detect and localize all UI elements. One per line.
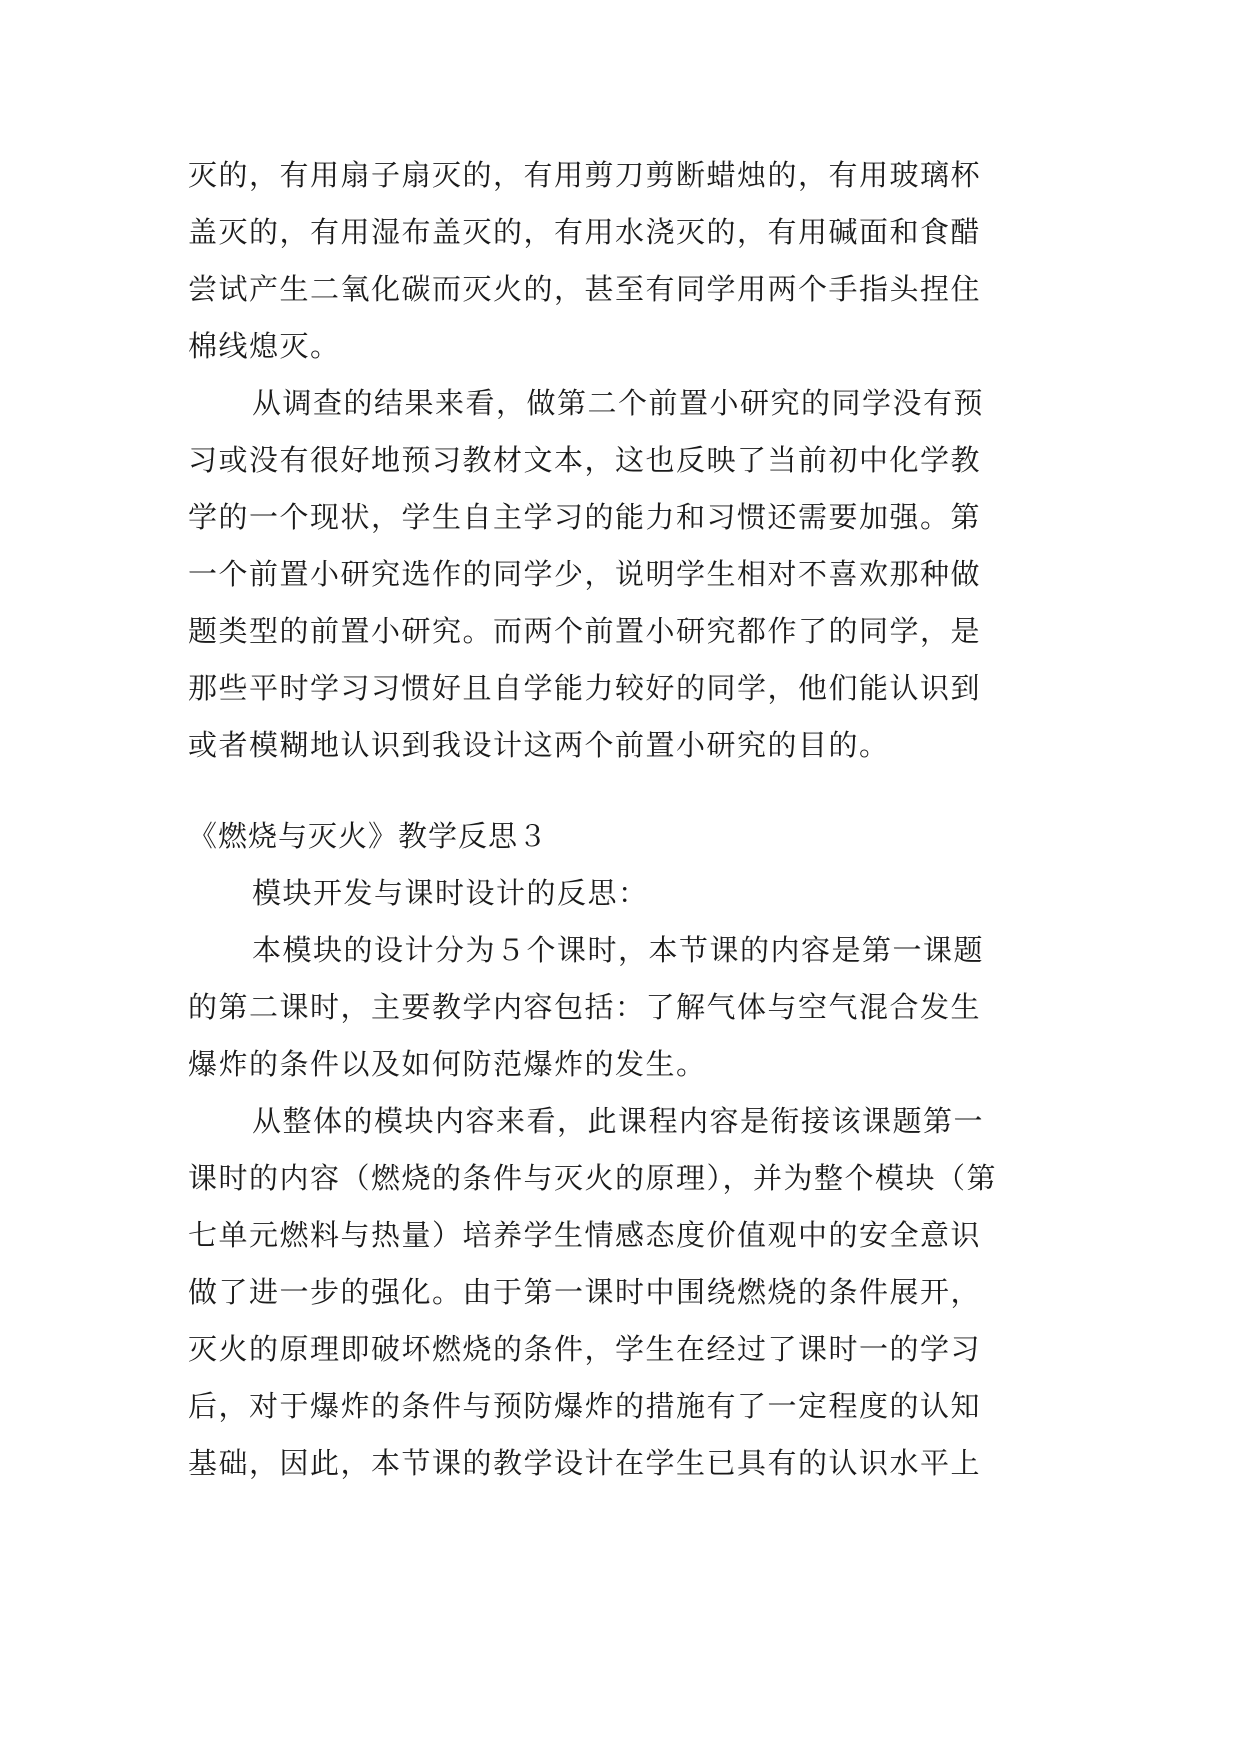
- text-line: 从整体的模块内容来看，此课程内容是衔接该课题第一: [252, 1104, 985, 1138]
- text-line: 一个前置小研究选作的同学少，说明学生相对不喜欢那种做: [188, 557, 982, 591]
- section-heading: 《燃烧与灭火》教学反思３: [188, 819, 549, 853]
- text-line: 后，对于爆炸的条件与预防爆炸的措施有了一定程度的认知: [188, 1389, 982, 1423]
- text-line: 尝试产生二氧化碳而灭火的，甚至有同学用两个手指头捏住: [188, 272, 982, 306]
- text-line: 棉线熄灭。: [188, 329, 341, 363]
- text-line: 本模块的设计分为５个课时，本节课的内容是第一课题: [252, 933, 985, 967]
- text-line: 灭火的原理即破坏燃烧的条件，学生在经过了课时一的学习: [188, 1332, 982, 1366]
- text-line: 盖灭的，有用湿布盖灭的，有用水浇灭的，有用碱面和食醋: [188, 215, 982, 249]
- text-line: 那些平时学习习惯好且自学能力较好的同学，他们能认识到: [188, 671, 982, 705]
- text-line: 灭的，有用扇子扇灭的，有用剪刀剪断蜡烛的，有用玻璃杯: [188, 158, 982, 192]
- text-line: 的第二课时，主要教学内容包括：了解气体与空气混合发生: [188, 990, 982, 1024]
- text-line: 模块开发与课时设计的反思：: [252, 876, 649, 910]
- text-line: 题类型的前置小研究。而两个前置小研究都作了的同学，是: [188, 614, 982, 648]
- text-line: 或者模糊地认识到我设计这两个前置小研究的目的。: [188, 728, 890, 762]
- text-line: 学的一个现状，学生自主学习的能力和习惯还需要加强。第: [188, 500, 982, 534]
- text-line: 做了进一步的强化。由于第一课时中围绕燃烧的条件展开，: [188, 1275, 982, 1309]
- text-line: 从调查的结果来看，做第二个前置小研究的同学没有预: [252, 386, 985, 420]
- text-line: 课时的内容（燃烧的条件与灭火的原理），并为整个模块（第: [188, 1161, 998, 1195]
- text-line: 七单元燃料与热量）培养学生情感态度价值观中的安全意识: [188, 1218, 982, 1252]
- text-line: 基础，因此，本节课的教学设计在学生已具有的认识水平上: [188, 1446, 982, 1480]
- text-line: 习或没有很好地预习教材文本，这也反映了当前初中化学教: [188, 443, 982, 477]
- text-line: 爆炸的条件以及如何防范爆炸的发生。: [188, 1047, 707, 1081]
